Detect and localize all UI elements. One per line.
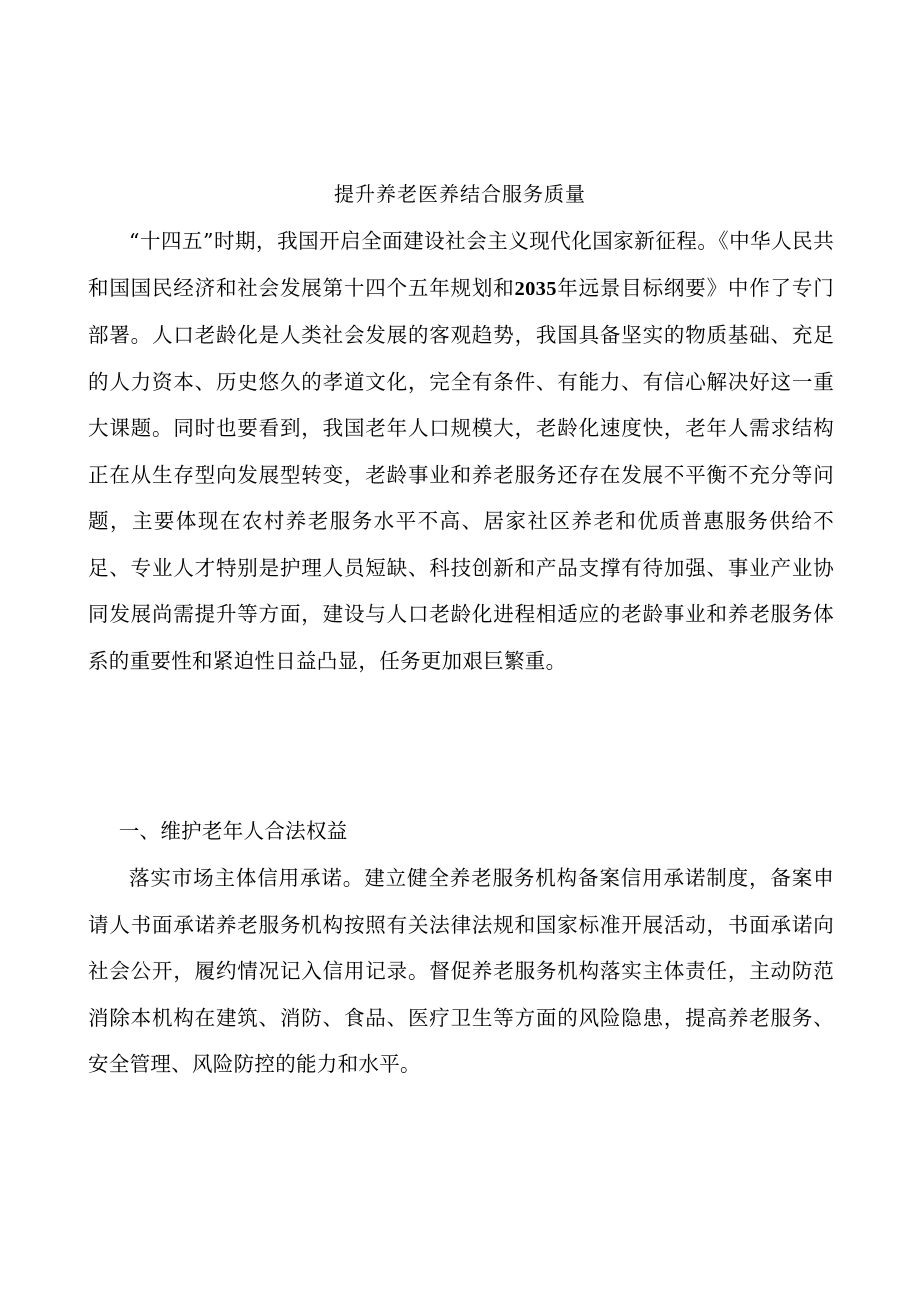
paragraph-intro xyxy=(88,218,834,684)
paragraph-credit-commitment: 落实市场主体信用承诺。建立健全养老服务机构备案信用承诺制度，备案申请人书面承诺养老服务机构按照有关法律法规和国家标准开展活动，书面承诺向社会公开，履约情况记入信用记录。督促养老服务机构落实主体责任，主动防范消除本机构在建筑、消防、食品、医疗卫生等方面的风险隐患，提高养老服务、安全管理、风险防控的能力和水平。 xyxy=(88,866,834,1076)
paragraph-intro-part2: 年远景目标纲要》中作了专门部署。人口老龄化是人类社会发展的客观趋势，我国具备坚实的物质基础、充足的人力资本、历史悠久的孝道文化，完全有条件、有能力、有信心解决好这一重大课题。同时也要看到，我国老年人口规模大，老龄化速度快，老年人需求结构正在从生存型向发展型转变，老龄事业和养老服务还存在发展不平衡不充分等问题，主要体现在农村养老服务水平不高、居家社区养老和优质普惠服务供给不足、专业人才特别是护理人员短缺、科技创新和产品支撑有待加强、事业产业协同发展尚需提升等方面，建设与人口老龄化进程相适应的老龄事业和养老服务体系的重要性和紧迫性日益凸显，任务更加艰巨繁重。 xyxy=(88,275,835,673)
paragraph-intro-part1: “十四五”时期，我国开启全面建设社会主义现代化国家新征程。《中华人民共和国国民经济和社会发展第十四个五年规划和 xyxy=(88,229,834,300)
paragraph-intro-year: 2035 xyxy=(514,277,557,300)
section-heading-1: 一、维护老年人合法权益 xyxy=(118,819,348,843)
document-title: 提升养老医养结合服务质量 xyxy=(334,182,586,206)
